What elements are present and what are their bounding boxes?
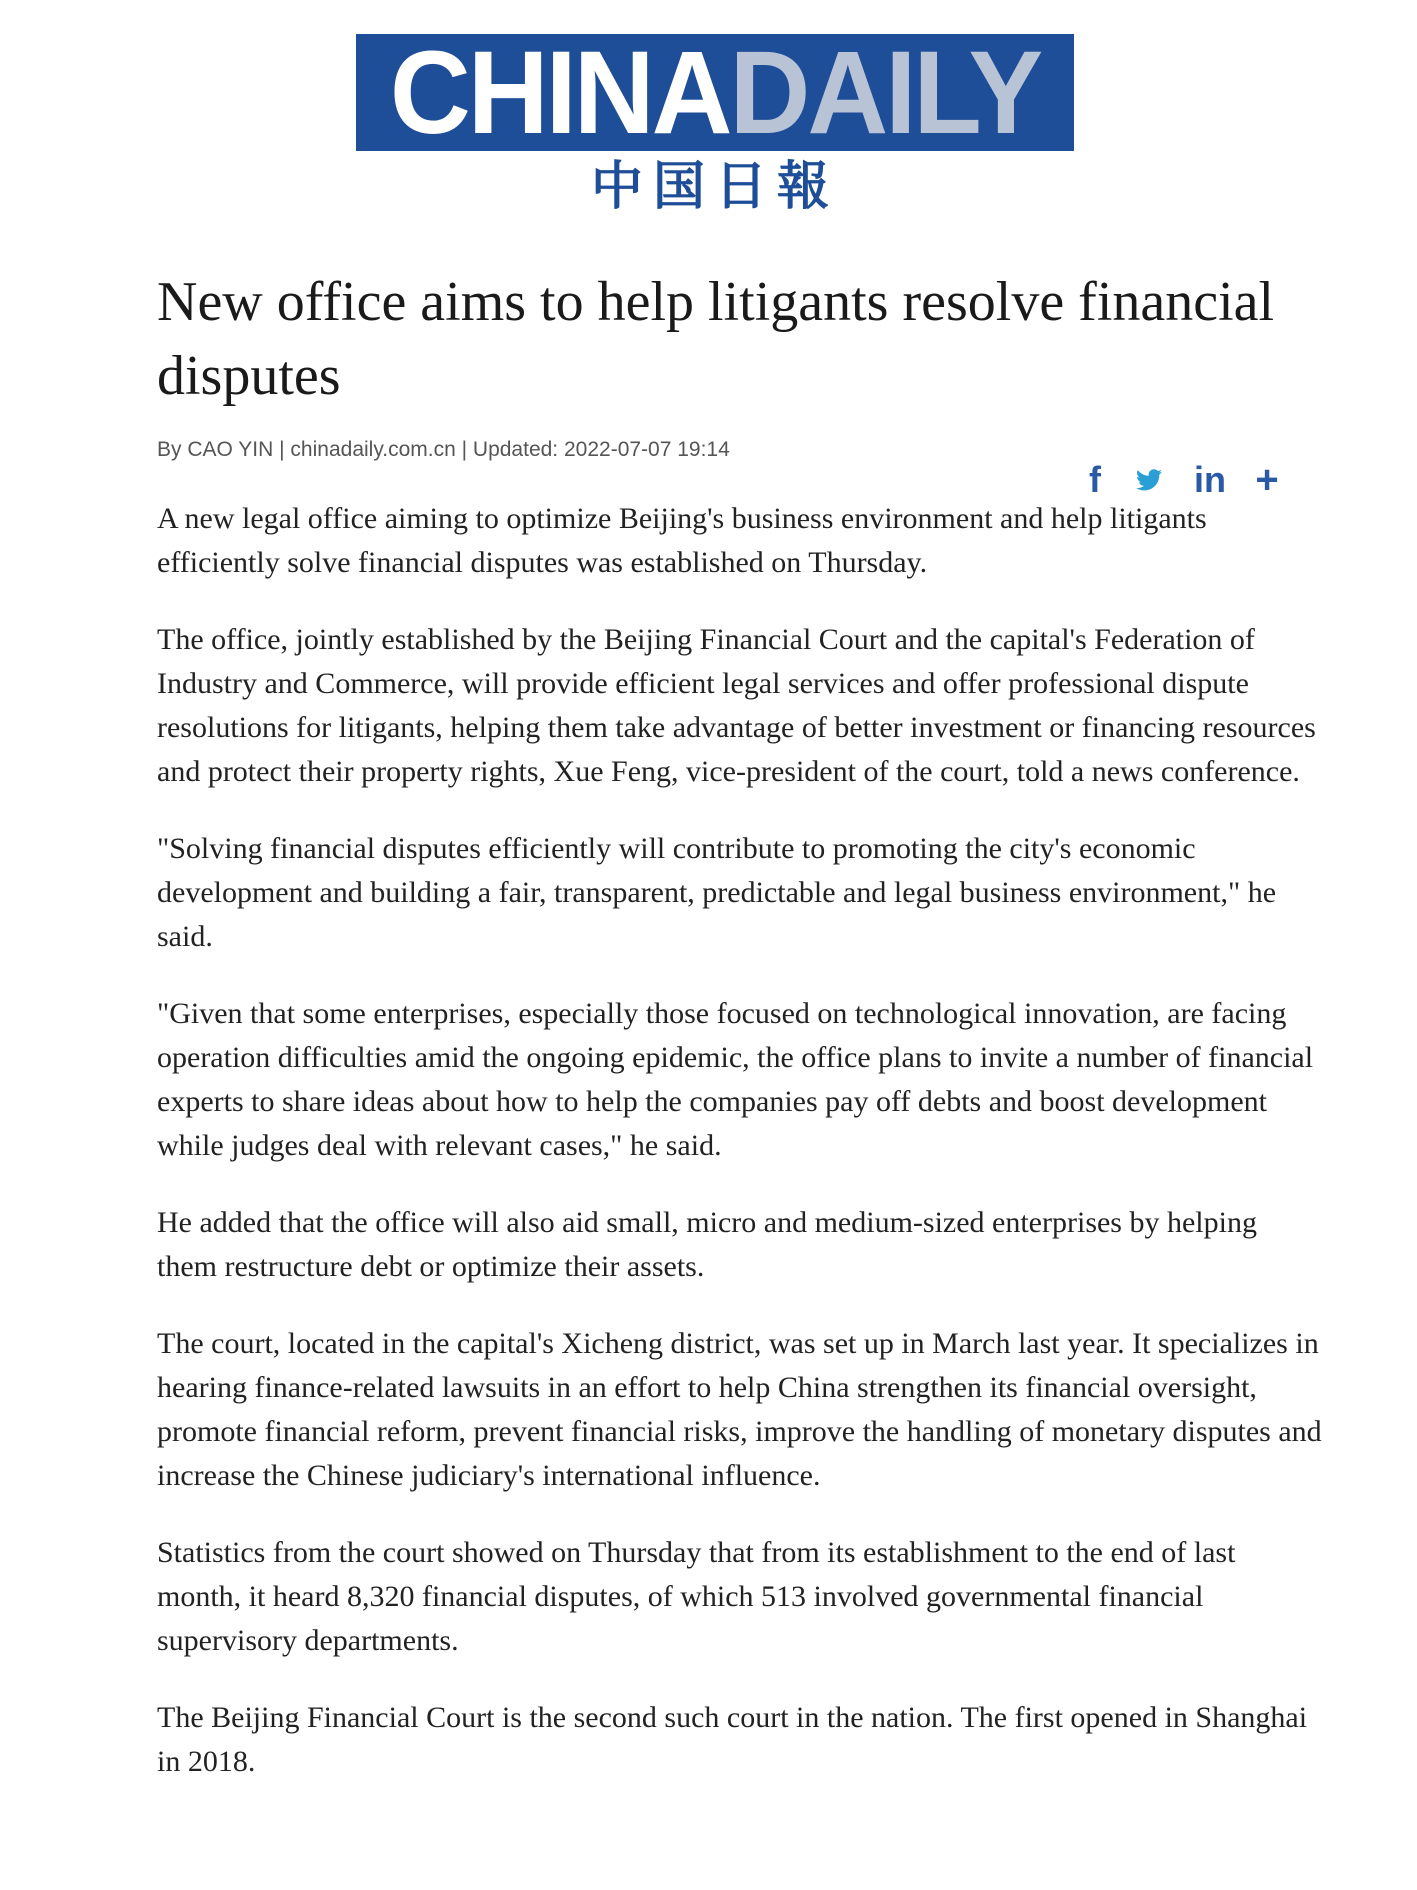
facebook-icon: f (1089, 459, 1101, 500)
article-body (157, 497, 1322, 1817)
article-paragraph: The Beijing Financial Court is the second such court in the nation. The first opened in Shanghai in 2018. (157, 1701, 1308, 1778)
article-paragraph: "Given that some enterprises, especially those focused on technological innovation, are facing operation difficulties amid the ongoing epidemic, the office plans to invite a number of financial experts to share ideas about how to help the companies pay off debts and boost development while judges deal with relevant cases," he said. (157, 997, 1314, 1162)
logo-wordmark (390, 34, 1040, 151)
article-byline: By CAO YIN | chinadaily.com.cn | Updated: 2022-07-07 19:14 (157, 438, 730, 461)
article-paragraph: The office, jointly established by the Beijing Financial Court and the capital's Federation of Industry and Commerce, will provide efficient legal services and offer professional dispute resolutions for litigants, helping them take advantage of better investment or financing resources and protect their property rights, Xue Feng, vice-president of the court, told a news conference. (157, 623, 1316, 788)
article-paragraph: "Solving financial disputes efficiently will contribute to promoting the city's economic development and building a fair, transparent, predictable and legal business environment," he said. (157, 832, 1277, 953)
plus-icon: + (1255, 457, 1279, 502)
linkedin-icon: in (1194, 459, 1226, 500)
logo-word-daily: DAILY (729, 34, 1041, 151)
article-headline: New office aims to help litigants resolve financial disputes (157, 271, 1275, 407)
article-paragraph: He added that the office will also aid small, micro and medium-sized enterprises by helping them restructure debt or optimize their assets. (157, 1206, 1257, 1283)
chinese-masthead-name: 中国日報 (590, 156, 839, 217)
article-paragraph: The court, located in the capital's Xicheng district, was set up in March last year. It specializes in hearing finance-related lawsuits in an effort to help China strengthen its financial oversight, promote financial reform, prevent financial risks, improve the handling of monetary disputes and increase the Chinese judiciary's international influence. (157, 1327, 1322, 1492)
twitter-bird-icon (1136, 469, 1162, 491)
china-daily-logo[interactable] (356, 34, 1074, 151)
logo-word-china: CHINA (389, 34, 730, 151)
article-paragraph: A new legal office aiming to optimize Beijing's business environment and help litigants efficiently solve financial disputes was established on Thursday. (157, 502, 1207, 579)
article-paragraph: Statistics from the court showed on Thursday that from its establishment to the end of last month, it heard 8,320 financial disputes, of which 513 involved governmental financial supervisory departments. (157, 1536, 1236, 1657)
